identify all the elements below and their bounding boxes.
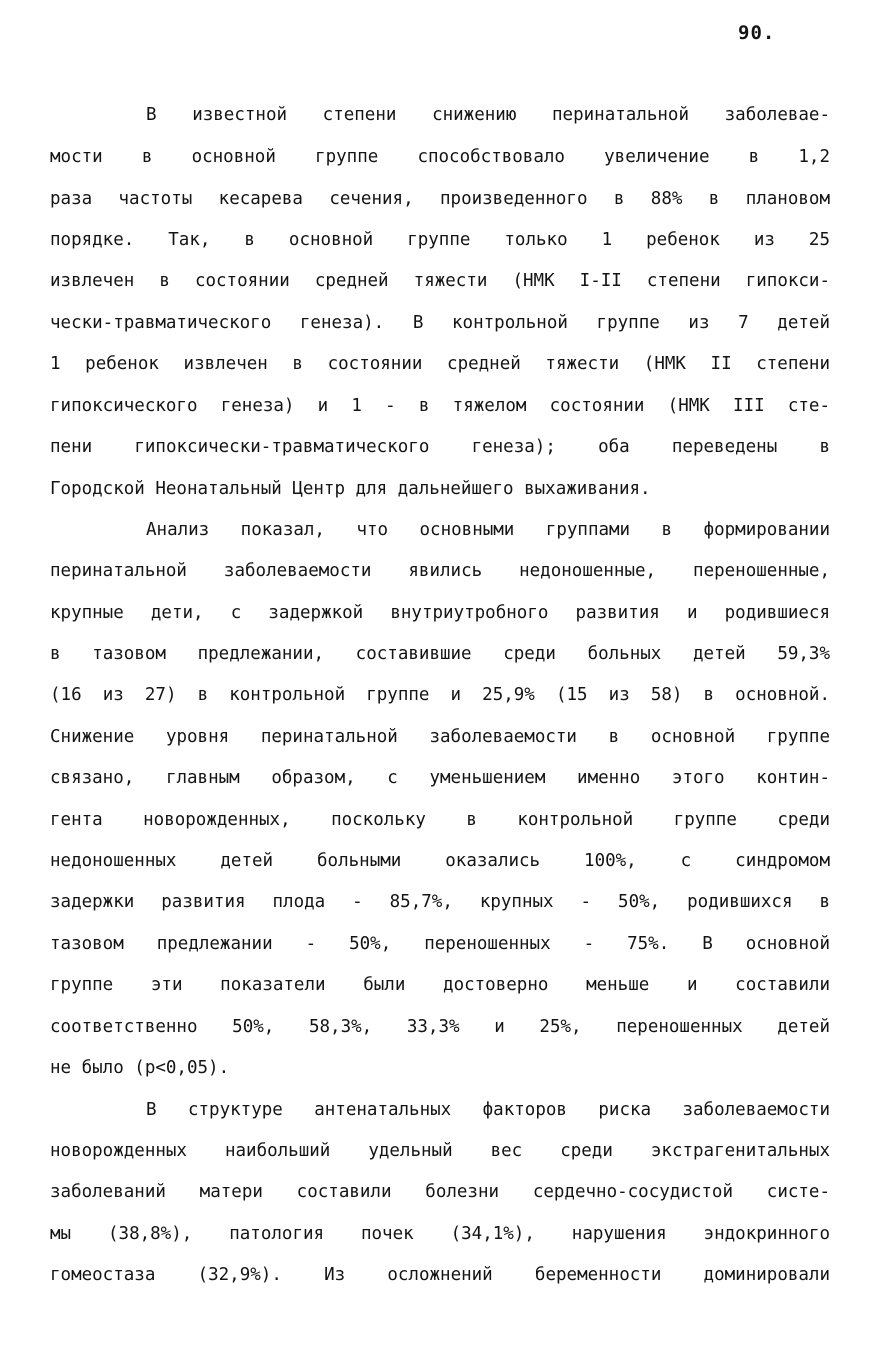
text-line-23: соответственно 50%, 58,3%, 33,3% и 25%, переношенных детей xyxy=(50,1017,830,1037)
text-line-11: Анализ показал, что основными группами в формировании xyxy=(146,520,830,540)
text-line-15: (16 из 27) в контрольной группе и 25,9% (15 из 58) в основной. xyxy=(50,685,830,705)
text-line-3: раза частоты кесарева сечения, произведенного в 88% в плановом xyxy=(50,189,830,209)
text-line-20: задержки развития плода - 85,7%, крупных - 50%, родившихся в xyxy=(50,892,830,912)
text-line-13: крупные дети, с задержкой внутриутробного развития и родившиеся xyxy=(50,603,830,623)
text-line-19: недоношенных детей больными оказались 100%, с синдромом xyxy=(50,851,830,871)
text-line-8: гипоксического генеза) и 1 - в тяжелом состоянии (НМК III сте- xyxy=(50,396,830,416)
text-line-16: Снижение уровня перинатальной заболеваемости в основной группе xyxy=(50,727,830,747)
text-line-18: гента новорожденных, поскольку в контрольной группе среди xyxy=(50,810,830,830)
text-line-10: Городской Неонатальный Центр для дальнейшего выхаживания. xyxy=(50,479,651,499)
text-line-1: В известной степени снижению перинатальной заболевае- xyxy=(146,105,830,125)
text-line-14: в тазовом предлежании, составившие среди больных детей 59,3% xyxy=(50,644,830,664)
text-line-24: не было (р<0,05). xyxy=(50,1058,230,1078)
text-line-4: порядке. Так, в основной группе только 1 ребенок из 25 xyxy=(50,230,830,250)
text-line-7: 1 ребенок извлечен в состоянии средней тяжести (НМК II степени xyxy=(50,354,830,374)
text-line-2: мости в основной группе способствовало увеличение в 1,2 xyxy=(50,147,830,167)
text-line-5: извлечен в состоянии средней тяжести (НМК I-II степени гипокси- xyxy=(50,271,830,291)
page-number: 90. xyxy=(738,22,776,44)
text-line-25: В структуре антенатальных факторов риска заболеваемости xyxy=(146,1100,830,1120)
text-line-28: мы (38,8%), патология почек (34,1%), нарушения эндокринного xyxy=(50,1224,830,1244)
text-line-22: группе эти показатели были достоверно меньше и составили xyxy=(50,975,830,995)
text-line-26: новорожденных наибольший удельный вес среди экстрагенитальных xyxy=(50,1141,830,1161)
text-line-17: связано, главным образом, с уменьшением именно этого контин- xyxy=(50,768,830,788)
text-line-6: чески-травматического генеза). В контрольной группе из 7 детей xyxy=(50,313,830,333)
text-line-27: заболеваний матери составили болезни сердечно-сосудистой систе- xyxy=(50,1182,830,1202)
text-line-29: гомеостаза (32,9%). Из осложнений беременности доминировали xyxy=(50,1265,830,1285)
text-line-9: пени гипоксически-травматического генеза); оба переведены в xyxy=(50,437,830,457)
text-line-12: перинатальной заболеваемости явились недоношенные, переношенные, xyxy=(50,561,830,581)
text-line-21: тазовом предлежании - 50%, переношенных - 75%. В основной xyxy=(50,934,830,954)
